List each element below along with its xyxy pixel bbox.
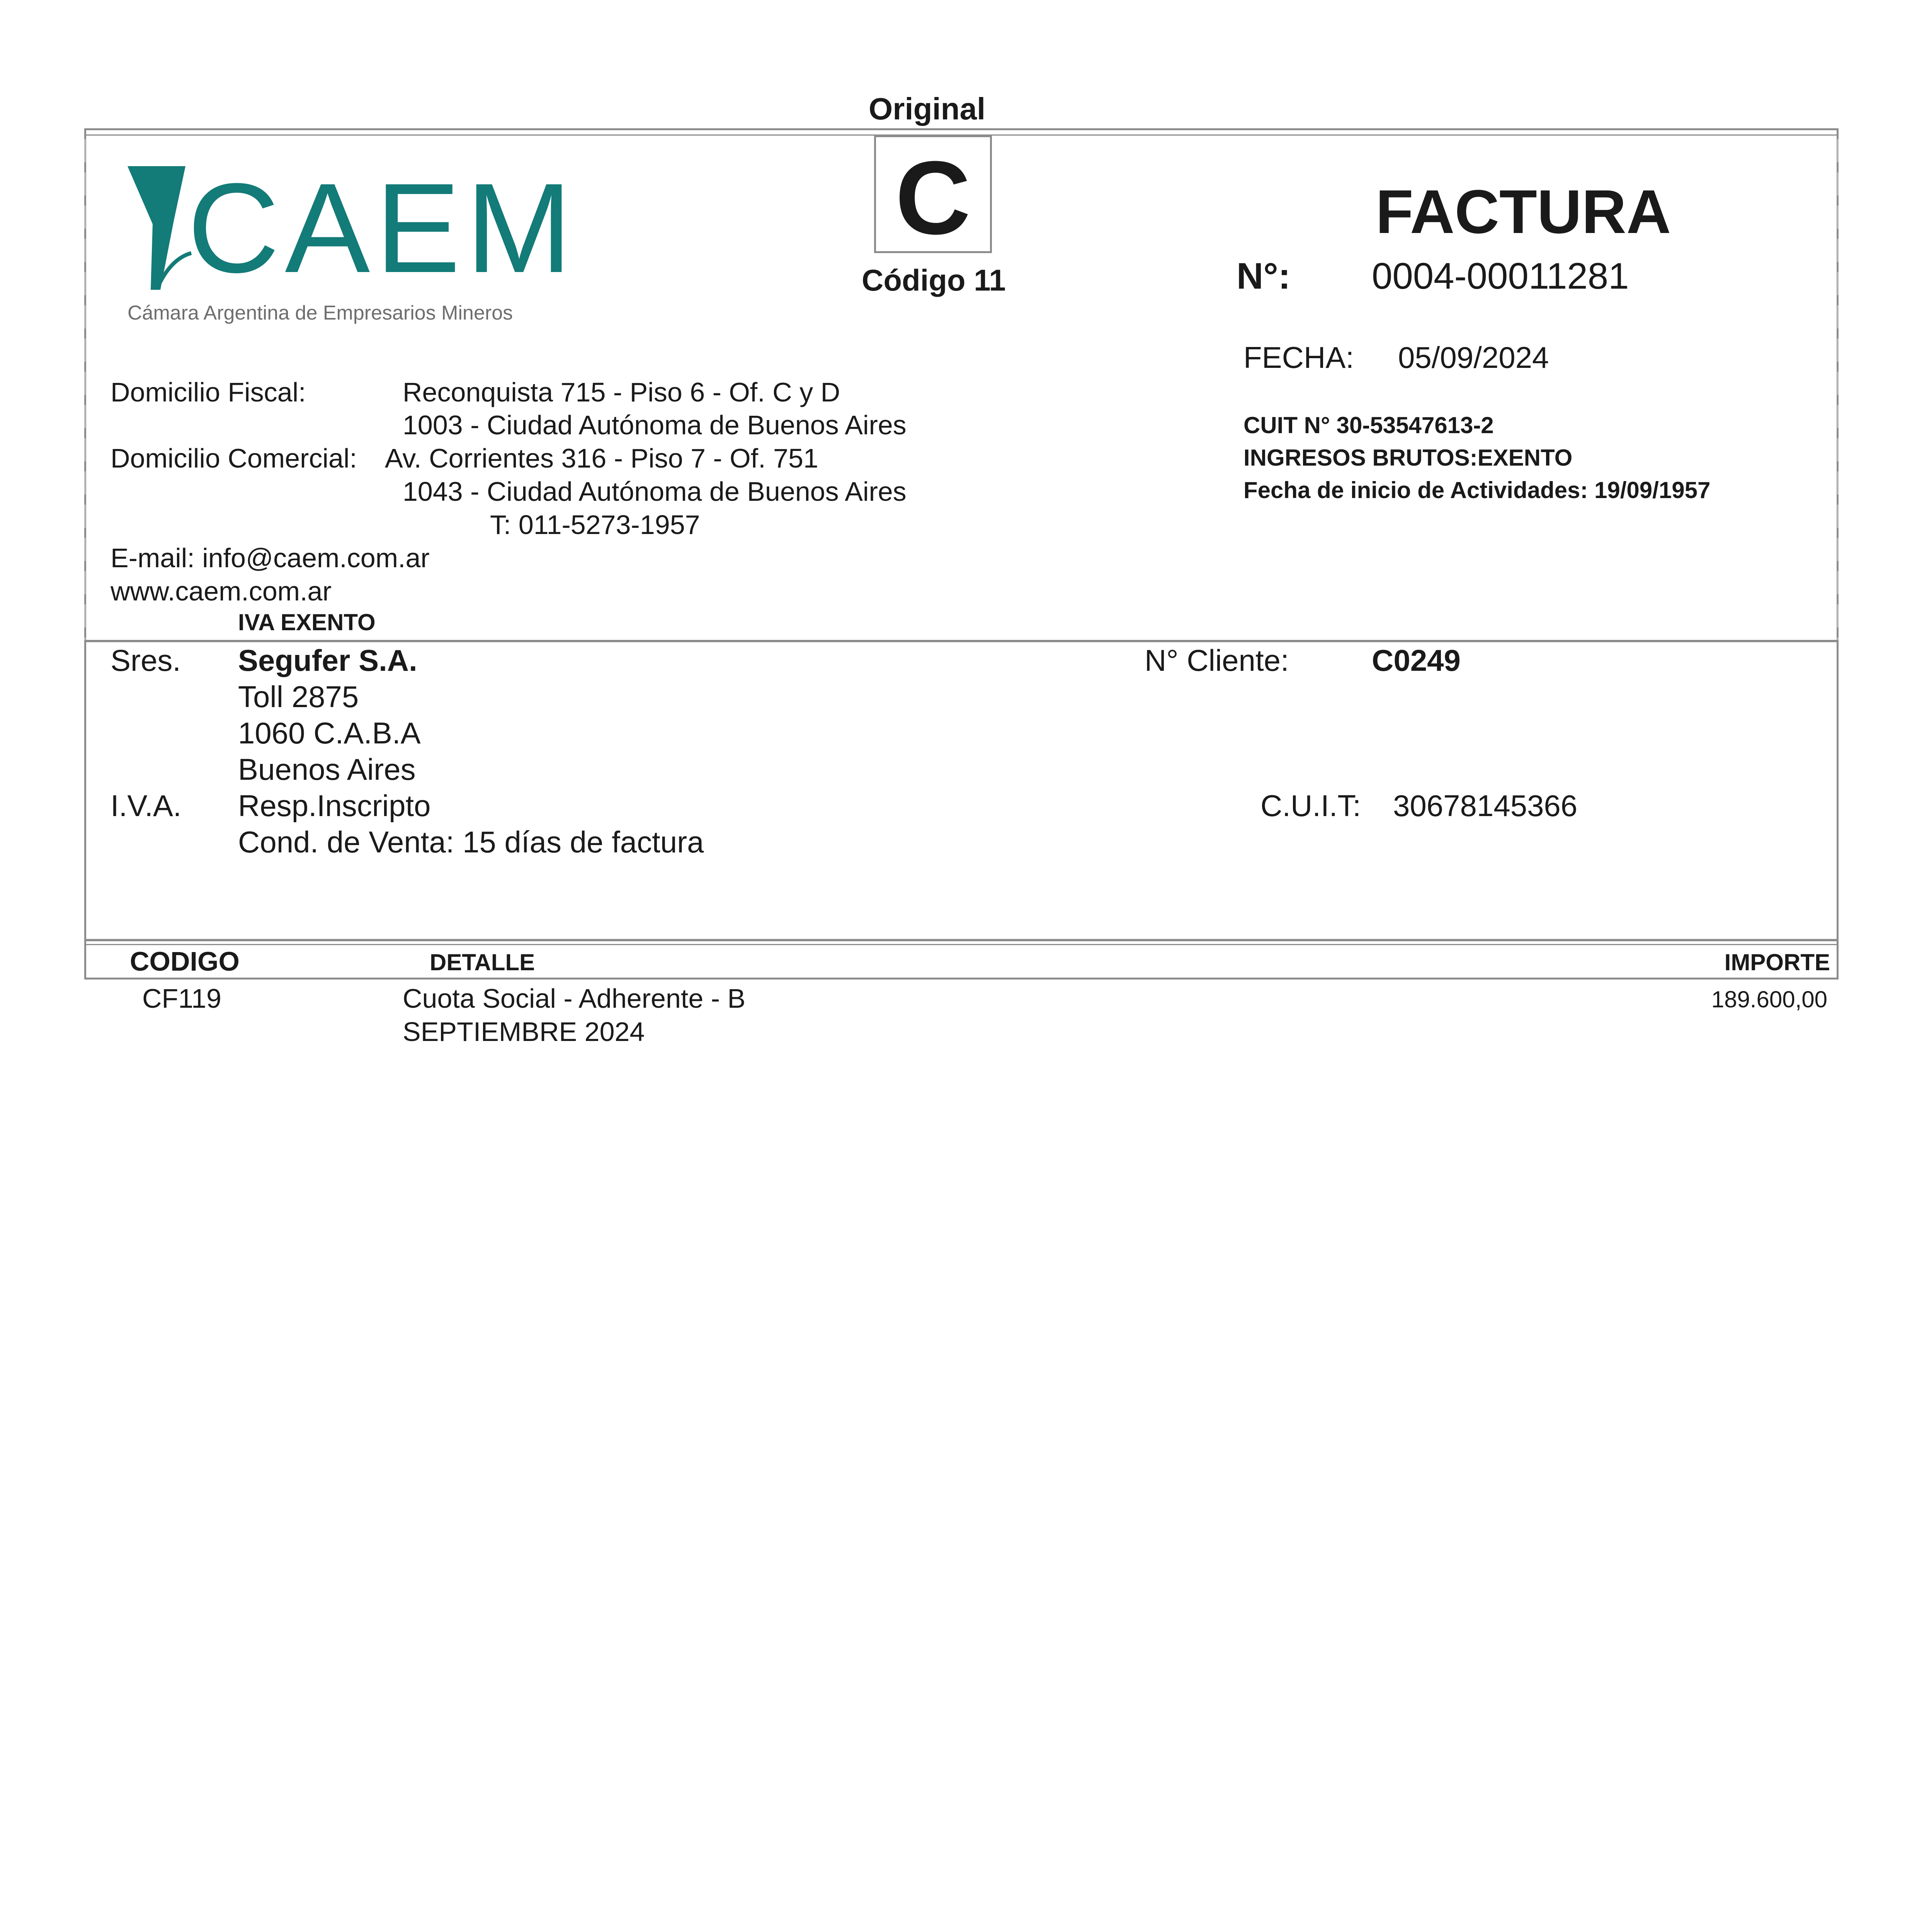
logo-wordmark: CAEM: [187, 156, 578, 299]
client-cuit-label: C.U.I.T:: [1260, 789, 1361, 823]
client-number-label: N° Cliente:: [1145, 643, 1289, 677]
item-code: CF119: [142, 983, 221, 1014]
logo-tagline: Cámara Argentina de Empresarios Mineros: [128, 302, 513, 324]
commercial-address-label: Domicilio Comercial:: [111, 443, 357, 473]
frame-tick: [84, 305, 86, 328]
invoice-date-label: FECHA:: [1243, 340, 1354, 374]
issuer-email: E-mail: info@caem.com.ar: [111, 543, 430, 573]
frame-tick: [84, 405, 86, 428]
items-col-code: CODIGO: [130, 946, 240, 976]
copy-label: Original: [869, 92, 986, 126]
items-col-detail: DETALLE: [430, 949, 535, 975]
commercial-address-line2: 1043 - Ciudad Autónoma de Buenos Aires: [403, 476, 907, 507]
sale-condition: Cond. de Venta: 15 días de factura: [238, 825, 704, 859]
frame-tick: [84, 538, 86, 561]
gross-income: INGRESOS BRUTOS:EXENTO: [1243, 445, 1573, 471]
client-address1: Toll 2875: [238, 680, 359, 714]
client-address3: Buenos Aires: [238, 752, 416, 786]
items-header-double-line: [84, 944, 1839, 945]
frame-tick: [84, 604, 86, 628]
frame-tick: [84, 338, 86, 362]
issuer-phone: T: 011-5273-1957: [490, 510, 700, 540]
commercial-address-line1: Av. Corrientes 316 - Piso 7 - Of. 751: [385, 443, 818, 473]
frame-tick: [1837, 604, 1839, 628]
frame-tick: [1837, 505, 1839, 528]
items-col-amount: IMPORTE: [1724, 949, 1830, 975]
frame-tick: [1837, 338, 1839, 362]
frame-tick: [1837, 305, 1839, 328]
frame-tick: [1837, 405, 1839, 428]
invoice-number-label: N°:: [1237, 255, 1291, 297]
invoice-date: 05/09/2024: [1398, 340, 1549, 374]
frame-tick: [1837, 139, 1839, 162]
frame-tick: [84, 139, 86, 162]
fiscal-address-label: Domicilio Fiscal:: [111, 377, 306, 407]
caem-logo: [124, 156, 587, 325]
frame-tick: [84, 471, 86, 495]
frame-tick: [84, 372, 86, 395]
client-cuit: 30678145366: [1393, 789, 1578, 823]
frame-tick: [84, 172, 86, 196]
invoice-letter: C: [895, 140, 971, 256]
frame-tick: [1837, 538, 1839, 561]
issuer-iva: IVA EXENTO: [238, 609, 376, 635]
issuer-cuit: CUIT N° 30-53547613-2: [1243, 412, 1494, 438]
fiscal-address-line1: Reconquista 715 - Piso 6 - Of. C y D: [403, 377, 840, 407]
fiscal-address-line2: 1003 - Ciudad Autónoma de Buenos Aires: [403, 410, 907, 440]
client-sres-label: Sres.: [111, 643, 181, 677]
client-iva-value: Resp.Inscripto: [238, 789, 431, 823]
issuer-website: www.caem.com.ar: [111, 576, 332, 606]
client-name: Segufer S.A.: [238, 643, 417, 677]
client-iva-label: I.V.A.: [111, 789, 182, 823]
invoice-title: FACTURA: [1376, 177, 1671, 246]
frame-tick: [1837, 438, 1839, 461]
start-activities: Fecha de inicio de Actividades: 19/09/1957: [1243, 477, 1711, 503]
item-detail-line2: SEPTIEMBRE 2024: [403, 1017, 645, 1047]
item-amount: 189.600,00: [1711, 986, 1827, 1012]
frame-tick: [1837, 471, 1839, 495]
item-detail-line1: Cuota Social - Adherente - B: [403, 983, 746, 1014]
frame-tick: [84, 272, 86, 295]
frame-tick: [84, 438, 86, 461]
frame-tick: [84, 206, 86, 229]
frame-tick: [1837, 206, 1839, 229]
invoice-code: Código 11: [862, 263, 1006, 297]
frame-tick: [1837, 172, 1839, 196]
frame-tick: [1837, 571, 1839, 594]
frame-tick: [84, 505, 86, 528]
frame-tick: [84, 571, 86, 594]
client-address2: 1060 C.A.B.A: [238, 716, 421, 750]
invoice-number: 0004-00011281: [1372, 255, 1629, 297]
frame-tick: [1837, 239, 1839, 262]
client-number: C0249: [1372, 643, 1461, 677]
frame-tick: [1837, 372, 1839, 395]
frame-tick: [84, 239, 86, 262]
frame-tick: [1837, 272, 1839, 295]
